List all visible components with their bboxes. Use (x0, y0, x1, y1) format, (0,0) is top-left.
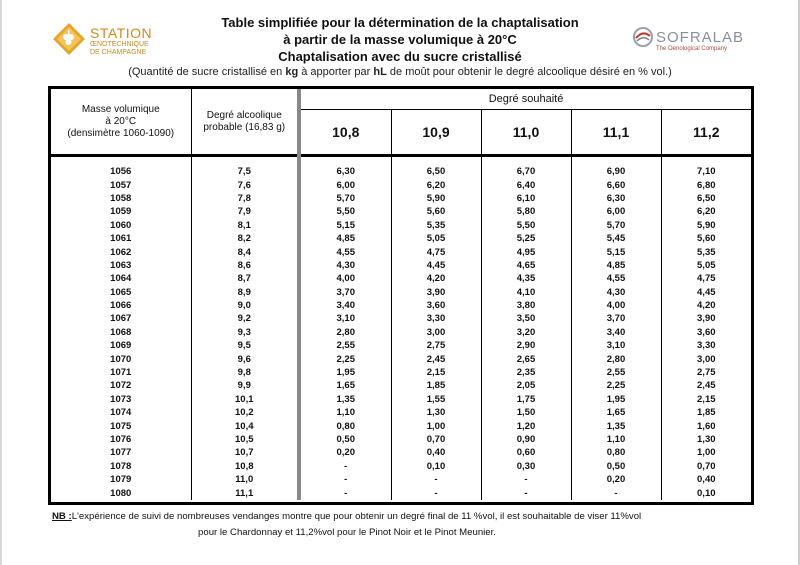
header-mass-volumique (51, 89, 191, 156)
cell-11-2: 5,05 (697, 259, 716, 271)
cell-11-1: 6,90 (571, 165, 661, 178)
cell-10-8: 3,10 (299, 312, 391, 325)
header-col-2: 10,9 (391, 110, 481, 156)
cell-11-0: 0,30 (481, 460, 571, 473)
subtitle-part1: (Quantité de sucre cristallisé en (128, 66, 286, 78)
cell-11-1: 4,55 (571, 272, 661, 285)
cell-11-0: 3,50 (481, 312, 571, 325)
table-row (51, 446, 751, 459)
cell-degree: 10,4 (191, 419, 299, 432)
cell-11-0: 4,10 (481, 286, 571, 299)
cell-10-9: 0,70 (391, 433, 481, 446)
cell-mass: 1063 (51, 259, 191, 272)
cell-10-9: 1,55 (391, 393, 481, 406)
cell-10-8: 0,20 (299, 446, 391, 459)
cell-11-0: 6,10 (481, 192, 571, 205)
cell-10-9: 5,60 (391, 205, 481, 218)
cell-11-0: 3,20 (481, 326, 571, 339)
cell-11-0: - (481, 473, 571, 486)
header-col-3: 11,0 (481, 110, 571, 156)
cell-mass: 1070 (51, 352, 191, 365)
table-row (51, 272, 751, 285)
cell-mass: 1073 (51, 393, 191, 406)
table-row (51, 406, 751, 419)
page-edge-left (0, 0, 2, 565)
cell-10-8: 2,55 (299, 339, 391, 352)
table-row (51, 259, 751, 272)
cell-11-0: 2,65 (481, 352, 571, 365)
cell-degree: 9,3 (191, 326, 299, 339)
cell-11-2: 4,20 (697, 300, 716, 312)
cell-11-2: 1,00 (697, 447, 716, 459)
cell-mass: 1065 (51, 286, 191, 299)
cell-11-2: 3,30 (697, 340, 716, 352)
table-row (51, 326, 751, 339)
chaptalisation-table (51, 89, 751, 500)
cell-11-0: - (481, 486, 571, 499)
cell-mass: 1074 (51, 406, 191, 419)
title-line3: Chaptalisation avec du sucre cristallisé (278, 49, 522, 64)
footnote-line2: pour le Chardonnay et 11,2%vol pour le Pinot Noir et le Pinot Meunier. (198, 527, 496, 538)
cell-11-0: 2,35 (481, 366, 571, 379)
cell-degree: 10,5 (191, 433, 299, 446)
cell-11-1: 5,15 (571, 245, 661, 258)
sofralab-swirl-logo-icon (632, 26, 654, 48)
table-row (51, 379, 751, 392)
table-row (51, 352, 751, 365)
cell-mass: 1062 (51, 245, 191, 258)
cell-degree: 8,7 (191, 272, 299, 285)
table-row (51, 299, 751, 312)
table-row (51, 232, 751, 245)
cell-11-2: 6,80 (697, 179, 716, 191)
cell-degree: 9,8 (191, 366, 299, 379)
cell-degree: 11,0 (191, 473, 299, 486)
cell-11-1: 6,60 (571, 178, 661, 191)
table-row (51, 473, 751, 486)
cell-11-0: 5,50 (481, 219, 571, 232)
cell-degree: 10,8 (191, 460, 299, 473)
cell-10-8: 1,10 (299, 406, 391, 419)
header-col-1: 10,8 (299, 110, 391, 156)
cell-10-9: 4,20 (391, 272, 481, 285)
cell-11-2: 2,45 (697, 380, 716, 392)
cell-10-8: 6,00 (299, 178, 391, 191)
cell-10-9: 4,75 (391, 245, 481, 258)
cell-mass: 1060 (51, 219, 191, 232)
cell-degree: 7,9 (191, 205, 299, 218)
cell-11-2: 0,70 (697, 460, 716, 472)
subtitle-part3: de moût pour obtenir le degré alcoolique désiré en % vol.) (386, 66, 672, 78)
cell-11-1: 3,10 (571, 339, 661, 352)
table-row (51, 219, 751, 232)
logo-left-line2 (90, 41, 149, 57)
cell-10-9: 6,50 (391, 165, 481, 178)
cell-11-1: 0,50 (571, 460, 661, 473)
cell-mass: 1078 (51, 460, 191, 473)
cell-mass: 1069 (51, 339, 191, 352)
cell-10-8: 4,30 (299, 259, 391, 272)
cell-11-2: 2,15 (697, 393, 716, 405)
cell-mass: 1066 (51, 299, 191, 312)
cell-11-2: 0,40 (697, 474, 716, 486)
table-row (51, 486, 751, 499)
header-mass-line3: (densimètre 1060-1090) (67, 127, 175, 139)
cell-10-8: - (299, 460, 391, 473)
cell-11-0: 5,80 (481, 205, 571, 218)
chaptalisation-table-frame (48, 86, 754, 505)
header-degree-line2: probable (16,83 g) (203, 121, 286, 133)
cell-11-0: 1,75 (481, 393, 571, 406)
subtitle-part2: à apporter par (298, 66, 374, 78)
cell-11-1: 1,95 (571, 393, 661, 406)
cell-11-1: - (571, 486, 661, 499)
cell-mass: 1075 (51, 419, 191, 432)
table-row (51, 192, 751, 205)
cell-11-1: 3,40 (571, 326, 661, 339)
title-line2: à partir de la masse volumique à 20°C (283, 32, 517, 47)
station-oenotechnique-logo (52, 22, 172, 58)
table-row (51, 433, 751, 446)
cell-degree: 8,4 (191, 245, 299, 258)
cell-11-0: 6,70 (481, 165, 571, 178)
cell-10-9: 3,30 (391, 312, 481, 325)
cell-11-0: 1,20 (481, 419, 571, 432)
cell-10-8: 0,50 (299, 433, 391, 446)
cell-degree: 8,2 (191, 232, 299, 245)
cell-11-0: 5,25 (481, 232, 571, 245)
cell-11-2: 0,10 (697, 487, 716, 499)
cell-mass: 1068 (51, 326, 191, 339)
cell-11-0: 6,40 (481, 178, 571, 191)
logo-left-line2a: ŒNOTECHNIQUE (90, 41, 149, 48)
header-degre-souhaite: Degré souhaité (299, 89, 751, 110)
cell-11-1: 4,30 (571, 286, 661, 299)
cell-11-2: 1,30 (697, 434, 716, 445)
header-mass-line1: Masse volumique (81, 103, 160, 115)
cell-10-9: 0,40 (391, 446, 481, 459)
cell-10-8: 5,15 (299, 219, 391, 232)
cell-10-9: - (391, 486, 481, 499)
cell-11-0: 4,95 (481, 245, 571, 258)
cell-10-9: - (391, 473, 481, 486)
table-row (51, 460, 751, 473)
cell-mass: 1061 (51, 232, 191, 245)
cell-10-8: 6,30 (299, 165, 391, 178)
cell-10-8: 3,40 (299, 299, 391, 312)
cell-10-9: 2,15 (391, 366, 481, 379)
cell-10-8: 1,95 (299, 366, 391, 379)
cell-11-1: 2,55 (571, 366, 661, 379)
station-grape-logo-icon (52, 22, 86, 56)
cell-mass: 1080 (51, 486, 191, 499)
cell-10-9: 5,35 (391, 219, 481, 232)
cell-degree: 9,9 (191, 379, 299, 392)
title-line1: Table simplifiée pour la détermination de la chaptalisation (221, 15, 579, 30)
cell-11-1: 1,10 (571, 433, 661, 446)
cell-10-8: 2,25 (299, 352, 391, 365)
logo-right-slogan: The Oenological Company (656, 46, 728, 52)
cell-mass: 1076 (51, 433, 191, 446)
cell-11-2: 2,75 (697, 367, 716, 379)
cell-11-2: 5,90 (697, 219, 716, 231)
cell-11-0: 3,80 (481, 299, 571, 312)
cell-11-0: 4,35 (481, 272, 571, 285)
table-row (51, 205, 751, 218)
cell-11-2: 4,75 (697, 273, 716, 285)
cell-10-9: 3,90 (391, 286, 481, 299)
cell-10-8: 1,65 (299, 379, 391, 392)
cell-11-1: 1,35 (571, 419, 661, 432)
cell-10-9: 1,85 (391, 379, 481, 392)
cell-10-9: 5,90 (391, 192, 481, 205)
cell-10-9: 2,45 (391, 352, 481, 365)
cell-11-2: 6,20 (697, 206, 716, 218)
header-degree-line1: Degré alcoolique (206, 109, 282, 121)
logo-left-line2b: DE CHAMPAGNE (90, 49, 147, 56)
cell-11-0: 1,50 (481, 406, 571, 419)
cell-degree: 9,5 (191, 339, 299, 352)
header-mass-line2: à 20°C (105, 115, 137, 127)
cell-11-0: 2,90 (481, 339, 571, 352)
cell-10-8: 2,80 (299, 326, 391, 339)
cell-degree: 7,8 (191, 192, 299, 205)
subtitle-unit-kg: kg (285, 66, 299, 78)
cell-mass: 1057 (51, 178, 191, 191)
cell-11-2: 1,60 (697, 420, 716, 432)
cell-11-1: 2,80 (571, 352, 661, 365)
logo-left-line1: STATION (90, 25, 153, 41)
cell-11-1: 0,80 (571, 446, 661, 459)
cell-11-2: 3,60 (697, 326, 716, 338)
cell-11-1: 5,70 (571, 219, 661, 232)
cell-10-9: 0,10 (391, 460, 481, 473)
header-col-5: 11,2 (661, 110, 751, 156)
cell-11-0: 2,05 (481, 379, 571, 392)
cell-11-2: 3,90 (697, 313, 716, 325)
table-row (51, 393, 751, 406)
cell-mass: 1072 (51, 379, 191, 392)
cell-11-2: 5,35 (697, 246, 716, 258)
cell-11-2: 3,00 (697, 353, 716, 365)
cell-10-8: 4,55 (299, 245, 391, 258)
cell-11-1: 5,45 (571, 232, 661, 245)
cell-degree: 9,6 (191, 352, 299, 365)
cell-10-8: - (299, 473, 391, 486)
cell-degree: 8,1 (191, 219, 299, 232)
cell-degree: 8,9 (191, 286, 299, 299)
cell-10-8: 3,70 (299, 286, 391, 299)
cell-mass: 1064 (51, 272, 191, 285)
cell-10-8: 5,70 (299, 192, 391, 205)
cell-11-1: 2,25 (571, 379, 661, 392)
cell-degree: 9,0 (191, 299, 299, 312)
table-row (51, 366, 751, 379)
cell-11-1: 0,20 (571, 473, 661, 486)
cell-11-2: 4,45 (697, 286, 716, 298)
cell-10-8: 4,00 (299, 272, 391, 285)
cell-11-1: 4,85 (571, 259, 661, 272)
cell-10-8: 1,35 (299, 393, 391, 406)
footnote-line1: L'expérience de suivi de nombreuses vendanges montre que pour obtenir un degré final de 11 %vol, il est souhaitable de viser 11%vol (71, 511, 642, 522)
cell-mass: 1058 (51, 192, 191, 205)
table-row (51, 286, 751, 299)
cell-degree: 10,2 (191, 406, 299, 419)
table-row (51, 245, 751, 258)
table-row (51, 339, 751, 352)
cell-10-8: 4,85 (299, 232, 391, 245)
logo-right-name: SOFRALAB (656, 29, 745, 46)
cell-11-1: 4,00 (571, 299, 661, 312)
cell-11-0: 4,65 (481, 259, 571, 272)
cell-11-2: 7,10 (697, 166, 716, 178)
table-body (51, 165, 751, 500)
cell-degree: 7,6 (191, 178, 299, 191)
cell-10-8: - (299, 486, 391, 499)
table-row (51, 165, 751, 178)
cell-10-8: 5,50 (299, 205, 391, 218)
cell-degree: 11,1 (191, 486, 299, 499)
cell-degree: 9,2 (191, 312, 299, 325)
cell-10-9: 3,60 (391, 299, 481, 312)
cell-11-0: 0,60 (481, 446, 571, 459)
cell-11-2: 1,85 (697, 407, 716, 419)
cell-11-1: 1,65 (571, 406, 661, 419)
cell-11-2: 6,50 (697, 192, 716, 204)
cell-mass: 1067 (51, 312, 191, 325)
header-col-4: 11,1 (571, 110, 661, 156)
cell-11-1: 6,30 (571, 192, 661, 205)
table-row (51, 178, 751, 191)
cell-mass: 1071 (51, 366, 191, 379)
cell-10-9: 3,00 (391, 326, 481, 339)
sofralab-logo (632, 26, 772, 56)
table-row (51, 312, 751, 325)
cell-degree: 10,7 (191, 446, 299, 459)
table-spacer (51, 156, 751, 166)
cell-10-9: 6,20 (391, 178, 481, 191)
cell-11-1: 3,70 (571, 312, 661, 325)
cell-mass: 1056 (51, 165, 191, 178)
cell-mass: 1079 (51, 473, 191, 486)
table-header (51, 89, 751, 156)
cell-degree: 8,6 (191, 259, 299, 272)
cell-10-9: 1,00 (391, 419, 481, 432)
cell-10-8: 0,80 (299, 419, 391, 432)
cell-degree: 10,1 (191, 393, 299, 406)
cell-10-9: 2,75 (391, 339, 481, 352)
cell-10-9: 1,30 (391, 406, 481, 419)
subtitle-unit-hl: hL (373, 66, 387, 78)
cell-11-1: 6,00 (571, 205, 661, 218)
cell-mass: 1077 (51, 446, 191, 459)
cell-degree: 7,5 (191, 165, 299, 178)
cell-10-9: 5,05 (391, 232, 481, 245)
subtitle (40, 66, 760, 78)
table-row (51, 419, 751, 432)
header-degre-probable (191, 89, 299, 156)
footnote (52, 509, 762, 541)
cell-11-0: 0,90 (481, 433, 571, 446)
cell-11-2: 5,60 (697, 233, 716, 245)
cell-10-9: 4,45 (391, 259, 481, 272)
cell-mass: 1059 (51, 205, 191, 218)
footnote-label: NB : (52, 511, 72, 522)
